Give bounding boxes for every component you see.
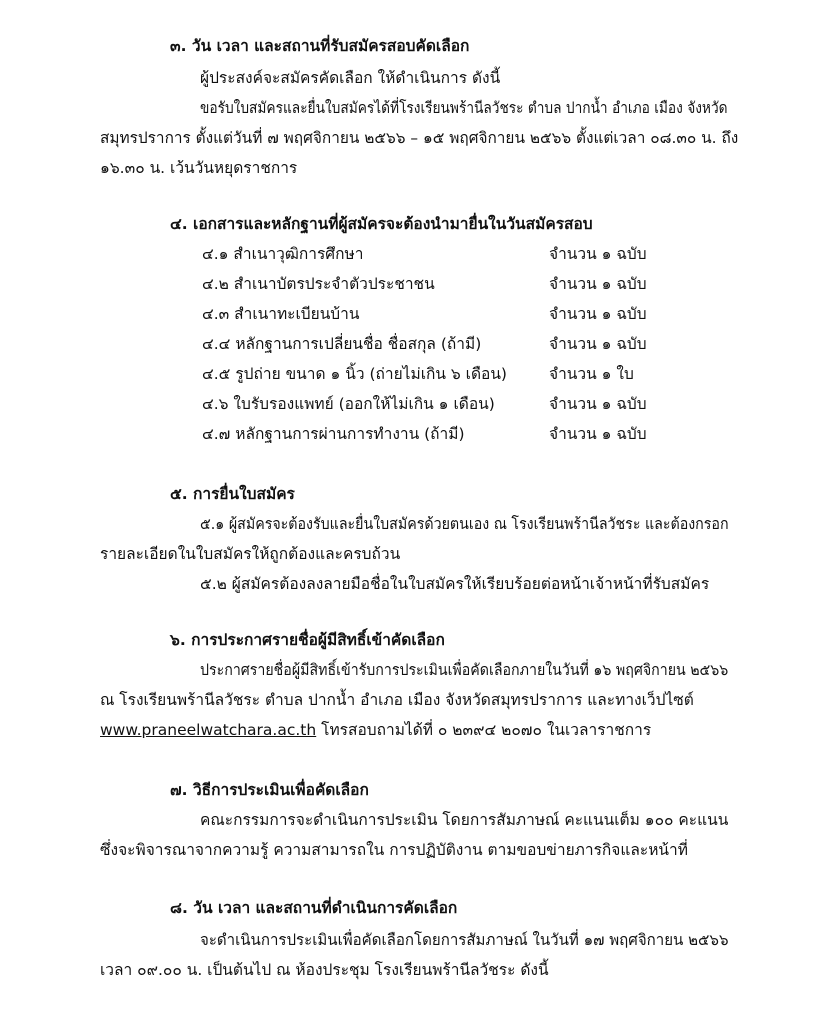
document-list-item — [202, 394, 662, 414]
section-7-paragraph-line — [200, 810, 728, 830]
section-6-paragraph-line — [100, 720, 651, 740]
document-list-item — [202, 244, 662, 264]
document-item-quantity: จำนวน ๑ ใบ — [549, 365, 634, 383]
document-item-quantity: จำนวน ๑ ฉบับ — [549, 395, 647, 413]
document-item-quantity: จำนวน ๑ ฉบับ — [549, 425, 647, 443]
document-list-item — [202, 304, 662, 324]
section-3-heading: ๓. วัน เวลา และสถานที่รับสมัครสอบคัดเลือก — [170, 37, 470, 55]
document-item-label: ๔.๔ หลักฐานการเปลี่ยนชื่อ ชื่อสกุล (ถ้ามี) — [202, 335, 482, 353]
section-3-paragraph-line — [200, 98, 728, 118]
section-5-text: ๕.๑ ผู้สมัครจะต้องรับและยื่นใบสมัครด้วยตนเอง ณ โรงเรียนพร้านีลวัชระ และต้องกรอก — [200, 515, 729, 533]
section-3-intro: ผู้ประสงค์จะสมัครคัดเลือก ให้ดำเนินการ ดังนี้ — [200, 69, 501, 87]
section-8-paragraph-line: เวลา ๐๙.๐๐ น. เป็นต้นไป ณ ห้องประชุม โรงเรียนพร้านีลวัชระ ดังนี้ — [100, 961, 549, 979]
section-6-text: ณ โรงเรียนพร้านีลวัชระ ตำบล ปากน้ำ อำเภอ เมือง จังหวัดสมุทรปราการ และทางเว็ปไซต์ — [100, 691, 694, 709]
document-item-label: ๔.๕ รูปถ่าย ขนาด ๑ นิ้ว (ถ่ายไม่เกิน ๖ เดือน) — [202, 365, 507, 383]
document-item-label: ๔.๖ ใบรับรองแพทย์ (ออกให้ไม่เกิน ๑ เดือน) — [202, 395, 495, 413]
section-5-paragraph-line: ๕.๒ ผู้สมัครต้องลงลายมือชื่อในใบสมัครให้เรียบร้อยต่อหน้าเจ้าหน้าที่รับสมัคร — [200, 575, 710, 593]
section-5-paragraph-line: รายละเอียดในใบสมัครให้ถูกต้องและครบถ้วน — [100, 545, 401, 563]
document-item-quantity: จำนวน ๑ ฉบับ — [549, 305, 647, 323]
section-8-heading: ๘. วัน เวลา และสถานที่ดำเนินการคัดเลือก — [170, 899, 458, 917]
document-item-quantity: จำนวน ๑ ฉบับ — [549, 245, 647, 263]
section-7-heading: ๗. วิธีการประเมินเพื่อคัดเลือก — [170, 781, 369, 799]
section-6-text: โทรสอบถามได้ที่ ๐ ๒๓๙๔ ๒๐๗๐ ในเวลาราชการ — [316, 721, 652, 739]
section-4-heading: ๔. เอกสารและหลักฐานที่ผู้สมัครจะต้องนำมายื่นในวันสมัครสอบ — [170, 215, 593, 233]
section-5-paragraph-line — [200, 514, 728, 534]
section-6-text: ประกาศรายชื่อผู้มีสิทธิ์เข้ารับการประเมินเพื่อคัดเลือกภายในวันที่ ๑๖ พฤศจิกายน ๒๕๖๖ — [200, 661, 729, 679]
section-3-paragraph-line: สมุทรปราการ ตั้งแต่วันที่ ๗ พฤศจิกายน ๒๕๖๖ – ๑๕ พฤศจิกายน ๒๕๖๖ ตั้งแต่เวลา ๐๘.๓๐ น. ถึง — [100, 129, 739, 147]
section-6-paragraph-line — [200, 660, 728, 680]
document-item-label: ๔.๗ หลักฐานการผ่านการทำงาน (ถ้ามี) — [202, 425, 465, 443]
document-item-label: ๔.๓ สำเนาทะเบียนบ้าน — [202, 305, 360, 323]
section-7-text: คณะกรรมการจะดำเนินการประเมิน โดยการสัมภาษณ์ คะแนนเต็ม ๑๐๐ คะแนน — [200, 811, 729, 829]
section-7-paragraph-line: ซึ่งจะพิจารณาจากความรู้ ความสามารถใน การปฏิบัติงาน ตามขอบข่ายภารกิจและหน้าที่ — [100, 841, 688, 859]
document-list-item — [202, 364, 662, 384]
document-list-item — [202, 274, 662, 294]
document-item-quantity: จำนวน ๑ ฉบับ — [549, 275, 647, 293]
section-3-text: ขอรับใบสมัครและยื่นใบสมัครได้ที่โรงเรียนพร้านีลวัชระ ตำบล ปากน้ำ อำเภอ เมือง จังหวัด — [200, 99, 728, 117]
section-3-paragraph-line: ๑๖.๓๐ น. เว้นวันหยุดราชการ — [100, 159, 298, 177]
section-6-paragraph-line — [100, 690, 728, 710]
section-8-paragraph-line — [200, 930, 728, 950]
school-website-link[interactable]: www.praneelwatchara.ac.th — [100, 721, 317, 739]
section-8-text: จะดำเนินการประเมินเพื่อคัดเลือกโดยการสัมภาษณ์ ในวันที่ ๑๗ พฤศจิกายน ๒๕๖๖ — [200, 931, 729, 949]
document-list-item — [202, 424, 662, 444]
document-list-item — [202, 334, 662, 354]
document-item-label: ๔.๑ สำเนาวุฒิการศึกษา — [202, 245, 364, 263]
section-5-heading: ๕. การยื่นใบสมัคร — [170, 485, 295, 503]
section-6-heading: ๖. การประกาศรายชื่อผู้มีสิทธิ์เข้าคัดเลือก — [170, 631, 445, 649]
document-item-label: ๔.๒ สำเนาบัตรประจำตัวประชาชน — [202, 275, 435, 293]
document-item-quantity: จำนวน ๑ ฉบับ — [549, 335, 647, 353]
